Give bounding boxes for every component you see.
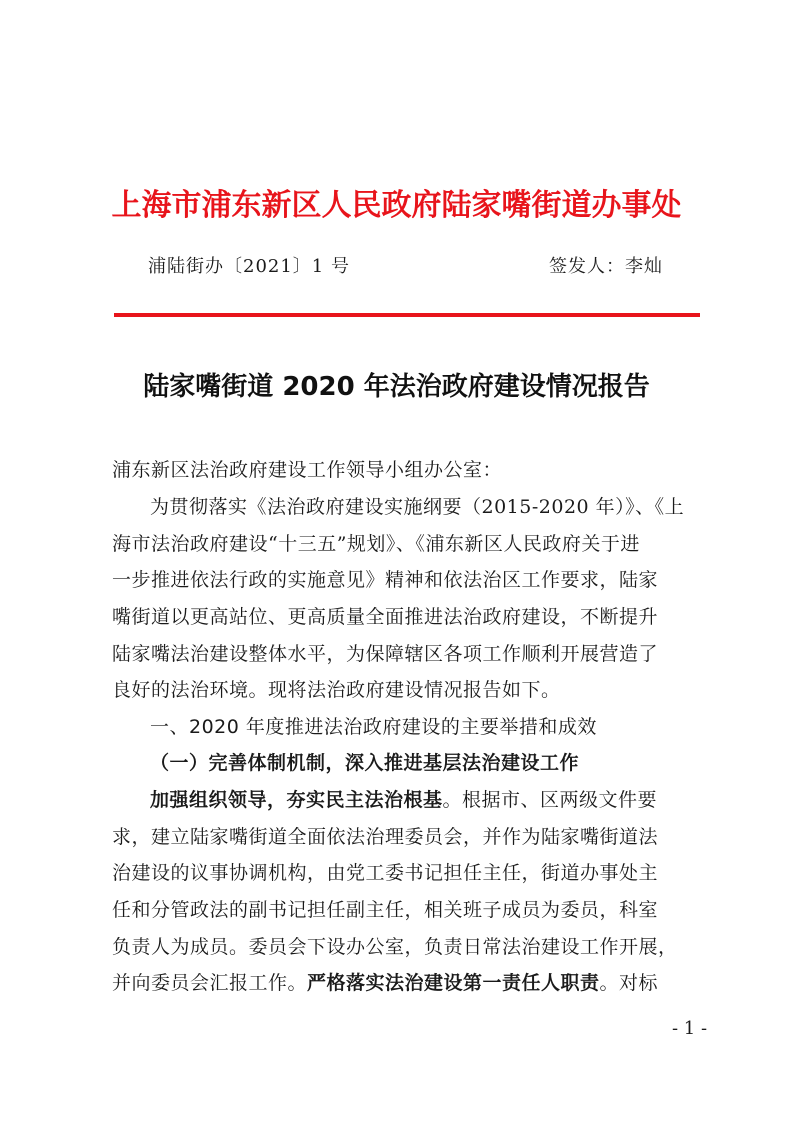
body-line [150, 787, 712, 813]
body-line: 嘴街道以更高站位、更高质量全面推进法治政府建设，不断提升 [112, 606, 659, 628]
body-line: 良好的法治环境。现将法治政府建设情况报告如下。 [112, 679, 561, 701]
body-line [112, 970, 712, 996]
section-heading: 一、2020 年度推进法治政府建设的主要举措和成效 [150, 716, 597, 738]
body-line: 一步推进依法行政的实施意见》精神和依法治区工作要求，陆家 [112, 569, 659, 591]
signer: 签发人：李灿 [549, 256, 663, 277]
page-number: - 1 - [672, 1018, 708, 1039]
body-line: 为贯彻落实《法治政府建设实施纲要（2015-2020 年）》、《上 [150, 496, 685, 518]
subsection-heading: （一）完善体制机制，深入推进基层法治建设工作 [150, 752, 580, 774]
issuing-authority-title: 上海市浦东新区人民政府陆家嘴街道办事处 [111, 188, 682, 223]
body-line: 任和分管政法的副书记担任副主任，相关班子成员为委员，科室 [112, 899, 659, 921]
bold-lead-phrase: 加强组织领导，夯实民主法治根基 [150, 789, 443, 811]
document-number: 浦陆街办〔2021〕1 号 [148, 256, 350, 277]
body-line: 海市法治政府建设“十三五”规划》、《浦东新区人民政府关于进 [112, 533, 640, 555]
lead-phrase-rest: 。根据市、区两级文件要 [442, 789, 658, 811]
body-line: 负责人为成员。委员会下设办公室，负责日常法治建设工作开展， [112, 936, 678, 958]
report-title: 陆家嘴街道 2020 年法治政府建设情况报告 [143, 372, 650, 402]
red-header-divider [114, 313, 700, 317]
plain-text: 并向委员会汇报工作。 [112, 972, 308, 994]
bold-lead-phrase: 严格落实法治建设第一责任人职责 [307, 972, 600, 994]
body-line: 陆家嘴法治建设整体水平，为保障辖区各项工作顺利开展营造了 [112, 643, 659, 665]
body-line: 治建设的议事协调机构，由党工委书记担任主任，街道办事处主 [112, 862, 659, 884]
plain-text: 。对标 [599, 972, 659, 994]
body-line: 求，建立陆家嘴街道全面依法治理委员会，并作为陆家嘴街道法 [112, 826, 659, 848]
addressee: 浦东新区法治政府建设工作领导小组办公室： [112, 459, 503, 481]
